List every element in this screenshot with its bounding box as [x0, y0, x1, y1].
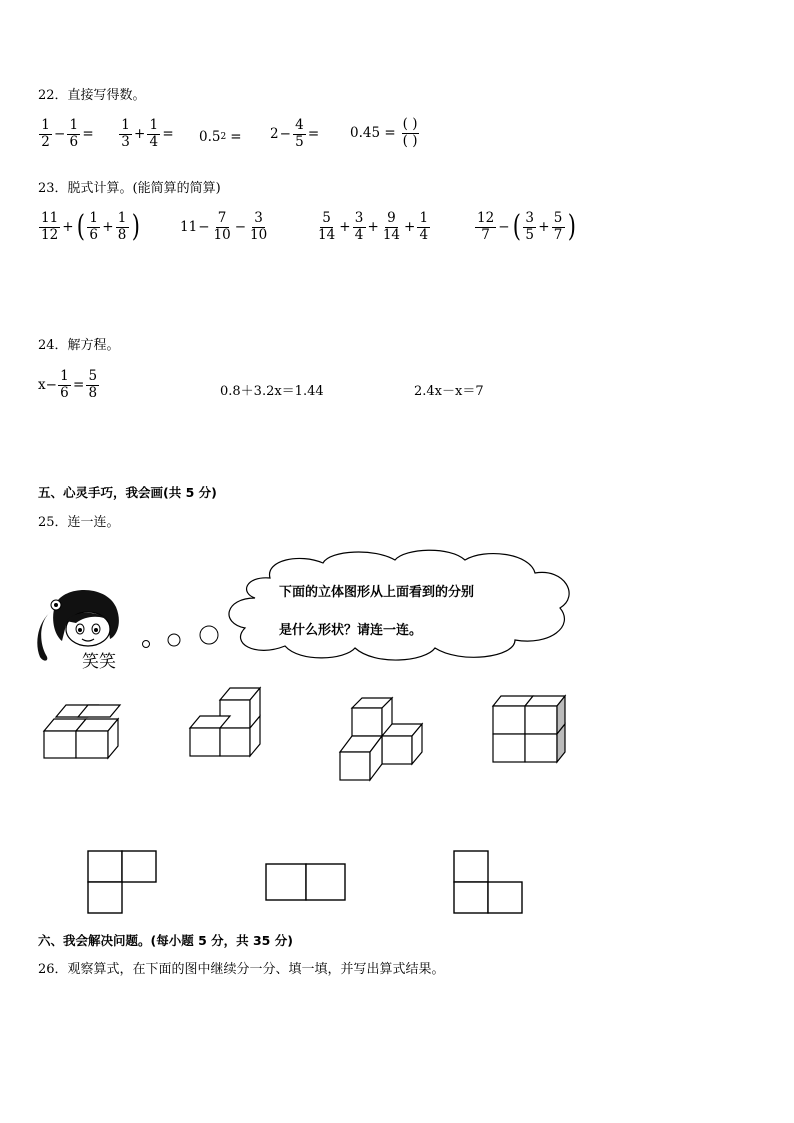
- q22-title: 22．直接写得数。: [38, 88, 146, 103]
- q24-equation-3: 2.4x－x＝7: [414, 384, 484, 399]
- q25-title: 25．连一连。: [38, 515, 120, 530]
- cube-figure-1: [42, 703, 124, 760]
- cube-figure-2: [188, 686, 264, 758]
- section5-heading: 五、心灵手巧，我会画(共 5 分): [38, 485, 217, 500]
- bubble-text-line-2: 是什么形状？请连一连。: [279, 623, 423, 638]
- q24-equation-1: x− $\frac{1}{6}$ = $\frac{5}{8}$: [38, 369, 100, 401]
- girl-name-label: 笑笑: [82, 652, 116, 672]
- q24-title: 24．解方程。: [38, 338, 120, 353]
- q22-item-3: 0.5 2 =: [199, 129, 242, 145]
- top-view-reverse-l-shape: [452, 849, 526, 915]
- q22-item-5: 0.45 = $\frac{( )}{( )}$: [350, 116, 418, 149]
- q22-item-1: $\frac{1}{2}$ − $\frac{1}{6}$ =: [38, 118, 95, 150]
- top-view-two-squares: [264, 862, 348, 902]
- q23-expr-3: $\frac{5}{14}$ + $\frac{3}{4}$ + $\frac{9}{14}$ + $\frac{1}{4}$: [315, 211, 431, 243]
- q22-item-4: 2 − $\frac{4}{5}$ =: [270, 117, 320, 150]
- q23-expr-1: $\frac{11}{12}$ + ( $\frac{1}{6}$ + $\frac{1}{8}$ ): [41, 209, 140, 245]
- bubble-text-line-1: 下面的立体图形从上面看到的分别: [279, 585, 475, 600]
- q22-item-2: $\frac{1}{3}$ + $\frac{1}{4}$ =: [118, 118, 175, 150]
- q23-expr-2: 11 − $\frac{7}{10}$ − $\frac{3}{10}$: [180, 210, 268, 243]
- cube-figure-4: [491, 694, 571, 766]
- top-view-l-shape: [86, 849, 158, 915]
- q24-equation-2: 0.8＋3.2x＝1.44: [220, 384, 324, 399]
- q23-expr-4: $\frac{12}{7}$ − ( $\frac{3}{5}$ + $\frac{5}{7}$ ): [477, 209, 576, 245]
- section6-heading: 六、我会解决问题。(每小题 5 分，共 35 分): [38, 933, 293, 948]
- thought-dots: [138, 622, 222, 652]
- thought-bubble: [215, 548, 585, 666]
- cube-figure-3: [338, 696, 428, 782]
- q26-title: 26．观察算式，在下面的图中继续分一分、填一填，并写出算式结果。: [38, 962, 445, 977]
- q23-title: 23．脱式计算。(能简算的简算): [38, 181, 221, 196]
